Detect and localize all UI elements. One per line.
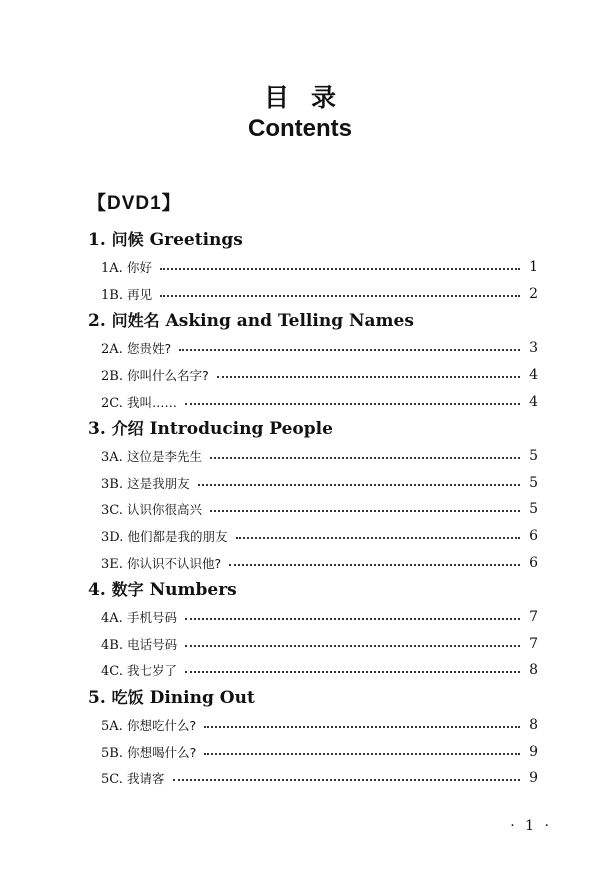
dot-leader (204, 726, 520, 728)
dot-leader (198, 484, 520, 486)
entry-code: 1A. (101, 261, 123, 277)
toc-entry (88, 254, 538, 281)
chapter-title-chinese: 问候 (111, 230, 144, 249)
chapter-heading (88, 684, 538, 712)
chapter-title-english: Dining Out (149, 687, 255, 708)
entry-code: 4C. (101, 664, 123, 680)
entry-label (101, 474, 190, 492)
entry-page-number: 5 (529, 448, 538, 465)
toc-entry (88, 523, 538, 550)
toc-entry (88, 549, 538, 576)
entry-code: 3D. (101, 530, 124, 546)
toc-entry (88, 388, 538, 415)
entry-title: 您贵姓? (126, 341, 172, 357)
chapter-heading (88, 226, 538, 254)
toc-entry (88, 496, 538, 523)
chapter-title-english: Asking and Telling Names (165, 311, 414, 332)
chapter-number: 3. (88, 418, 106, 439)
dot-leader (185, 618, 520, 620)
entry-page-number: 9 (529, 770, 538, 787)
toc-entry (88, 335, 538, 362)
toc-entry (88, 362, 538, 389)
table-of-contents (88, 226, 538, 792)
chapter-heading (88, 415, 538, 443)
entry-page-number: 3 (529, 340, 538, 357)
chapter-title-chinese: 问姓名 (111, 311, 160, 331)
dot-leader (160, 268, 520, 270)
page-title-english: Contents (248, 115, 352, 142)
entry-code: 2A. (101, 342, 123, 358)
entry-page-number: 7 (529, 635, 538, 652)
entry-title: 他们都是我的朋友 (127, 529, 228, 545)
entry-code: 5C. (101, 772, 123, 788)
entry-code: 4A. (101, 611, 123, 627)
entry-label (101, 366, 209, 384)
page-title-chinese: 目录 (263, 83, 358, 112)
dot-leader (179, 349, 520, 351)
toc-entry (88, 631, 538, 658)
entry-title: 你想喝什么? (127, 744, 197, 760)
entry-title: 手机号码 (126, 610, 177, 626)
dot-leader (236, 537, 520, 539)
chapter-title-chinese: 吃饭 (111, 687, 144, 707)
entry-page-number: 5 (529, 474, 538, 491)
entry-page-number: 6 (529, 528, 538, 545)
chapter-heading (88, 307, 538, 335)
entry-page-number: 8 (529, 717, 538, 734)
entry-title: 我叫…… (127, 394, 178, 410)
entry-label (101, 527, 228, 545)
entry-code: 5A. (101, 719, 123, 735)
toc-entry (88, 712, 538, 739)
entry-label (101, 258, 152, 276)
toc-entry (88, 470, 538, 497)
dot-leader (210, 510, 520, 512)
entry-title: 再见 (127, 286, 153, 302)
entry-title: 这位是李先生 (126, 449, 202, 465)
entry-title: 这是我朋友 (127, 475, 190, 491)
entry-page-number: 6 (529, 554, 538, 571)
entry-title: 你叫什么名字? (127, 368, 209, 384)
chapter-number: 2. (88, 311, 106, 332)
entry-code: 3C. (101, 503, 123, 519)
chapter-title-chinese: 数字 (111, 579, 144, 599)
chapter-number: 1. (88, 230, 106, 250)
section-label: 【DVD1】 (87, 193, 182, 214)
chapter-title-chinese: 介绍 (111, 418, 144, 438)
entry-code: 2B. (101, 369, 123, 385)
entry-page-number: 9 (529, 743, 538, 760)
entry-label (101, 661, 177, 679)
entry-label (101, 554, 221, 572)
entry-page-number: 1 (529, 259, 538, 276)
entry-page-number: 2 (529, 285, 538, 302)
entry-code: 5B. (101, 745, 123, 761)
toc-entry (88, 281, 538, 308)
page-number: · 1 · (510, 818, 552, 834)
entry-page-number: 4 (529, 393, 538, 410)
entry-page-number: 5 (529, 501, 538, 518)
entry-code: 3B. (101, 476, 123, 492)
entry-title: 认识你很高兴 (127, 502, 203, 518)
entry-label (101, 635, 177, 653)
entry-code: 4B. (101, 637, 123, 653)
chapter-number: 5. (88, 687, 106, 708)
chapter-title-english: Numbers (149, 579, 237, 600)
entry-page-number: 7 (529, 609, 538, 626)
chapter-number: 4. (88, 579, 106, 600)
entry-label (101, 285, 152, 303)
chapter-title-english: Greetings (149, 230, 243, 250)
dot-leader (185, 671, 520, 673)
entry-label (101, 608, 177, 626)
entry-title: 你想吃什么? (126, 718, 197, 734)
entry-code: 3E. (101, 556, 123, 572)
toc-entry (88, 657, 538, 684)
toc-entry (88, 765, 538, 792)
entry-label (101, 716, 196, 734)
dot-leader (229, 564, 520, 566)
dot-leader (204, 753, 520, 755)
entry-page-number: 4 (529, 367, 538, 384)
entry-label (101, 447, 202, 465)
dot-leader (185, 645, 520, 647)
entry-title: 你认识不认识他? (127, 555, 222, 571)
entry-title: 电话号码 (127, 636, 178, 652)
dot-leader (185, 403, 520, 405)
chapter-title-english: Introducing People (149, 418, 333, 439)
entry-code: 1B. (101, 287, 123, 303)
dot-leader (217, 376, 520, 378)
entry-label (101, 393, 177, 411)
toc-entry (88, 738, 538, 765)
entry-title: 我请客 (127, 771, 165, 787)
dot-leader (160, 295, 520, 297)
toc-entry (88, 604, 538, 631)
entry-code: 3A. (101, 450, 123, 466)
entry-page-number: 8 (529, 662, 538, 679)
dot-leader (210, 457, 520, 459)
entry-label (101, 339, 171, 357)
chapter-heading (88, 576, 538, 604)
entry-label (101, 500, 202, 518)
entry-code: 2C. (101, 395, 123, 411)
dot-leader (173, 779, 520, 781)
entry-title: 我七岁了 (127, 663, 178, 679)
entry-label (101, 769, 165, 787)
entry-label (101, 743, 196, 761)
toc-entry (88, 443, 538, 470)
entry-title: 你好 (126, 260, 152, 276)
